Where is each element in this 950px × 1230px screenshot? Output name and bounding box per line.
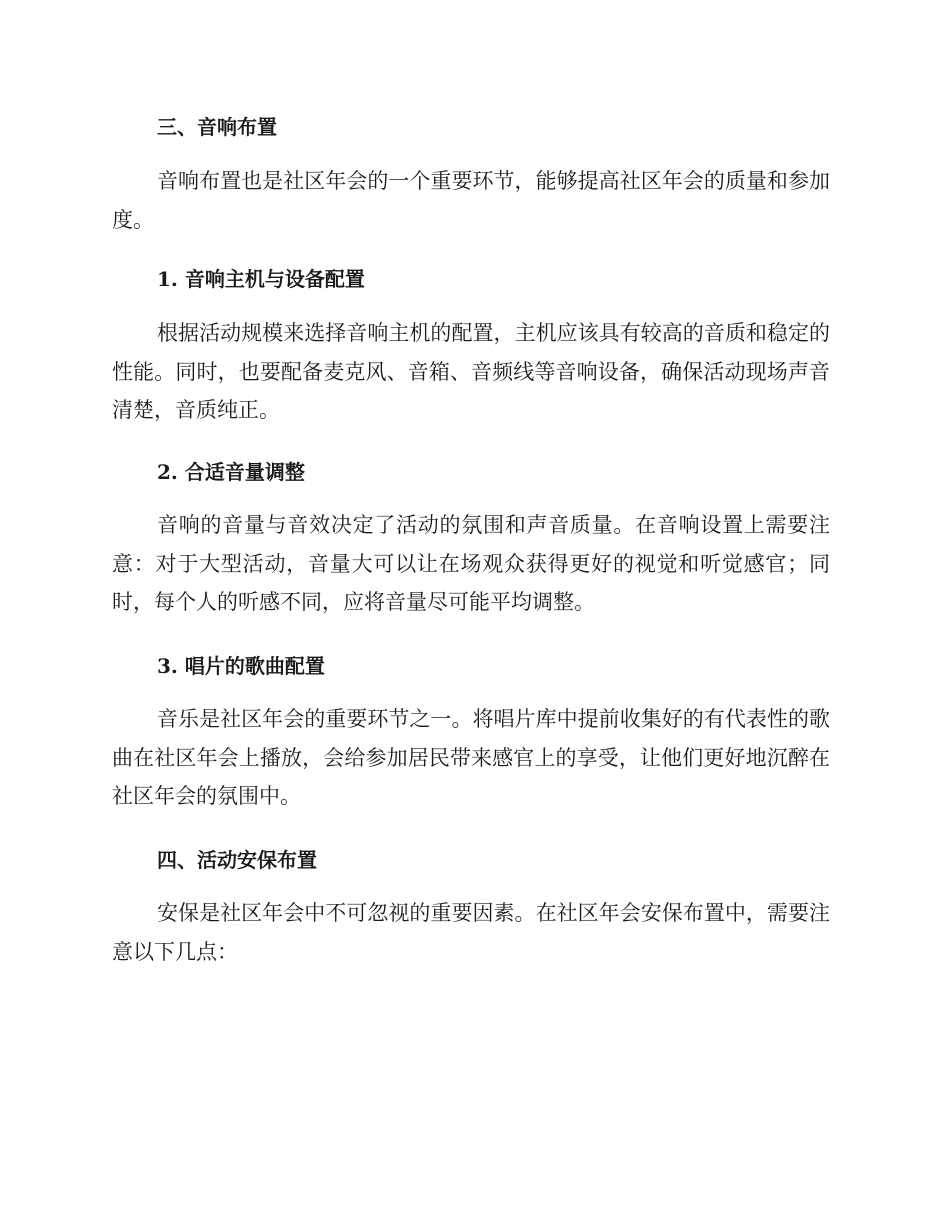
paragraph-host-equipment: 根据活动规模来选择音响主机的配置，主机应该具有较高的音质和稳定的性能。同时，也要配备麦克风、音箱、音频线等音响设备，确保活动现场声音清楚，音质纯正。 xyxy=(112,321,830,422)
section-heading-song-selection: 3. 唱片的歌曲配置 xyxy=(157,654,325,678)
section-heading-sound-setup: 三、音响布置 xyxy=(157,115,277,139)
section-heading-volume-adjustment: 2. 合适音量调整 xyxy=(157,460,305,484)
paragraph-sound-setup: 音响布置也是社区年会的一个重要环节，能够提高社区年会的质量和参加度。 xyxy=(112,169,830,232)
section-heading-security: 四、活动安保布置 xyxy=(157,848,317,872)
paragraph-volume-adjustment: 音响的音量与音效决定了活动的氛围和声音质量。在音响设置上需要注意：对于大型活动，音量大可以让在场观众获得更好的视觉和听觉感官；同时，每个人的听感不同，应将音量尽可能平均调整。 xyxy=(112,513,830,614)
paragraph-security: 安保是社区年会中不可忽视的重要因素。在社区年会安保布置中，需要注意以下几点： xyxy=(112,901,830,964)
section-heading-host-equipment: 1. 音响主机与设备配置 xyxy=(157,267,365,291)
paragraph-song-selection: 音乐是社区年会的重要环节之一。将唱片库中提前收集好的有代表性的歌曲在社区年会上播放，会给参加居民带来感官上的享受，让他们更好地沉醉在社区年会的氛围中。 xyxy=(112,707,830,808)
